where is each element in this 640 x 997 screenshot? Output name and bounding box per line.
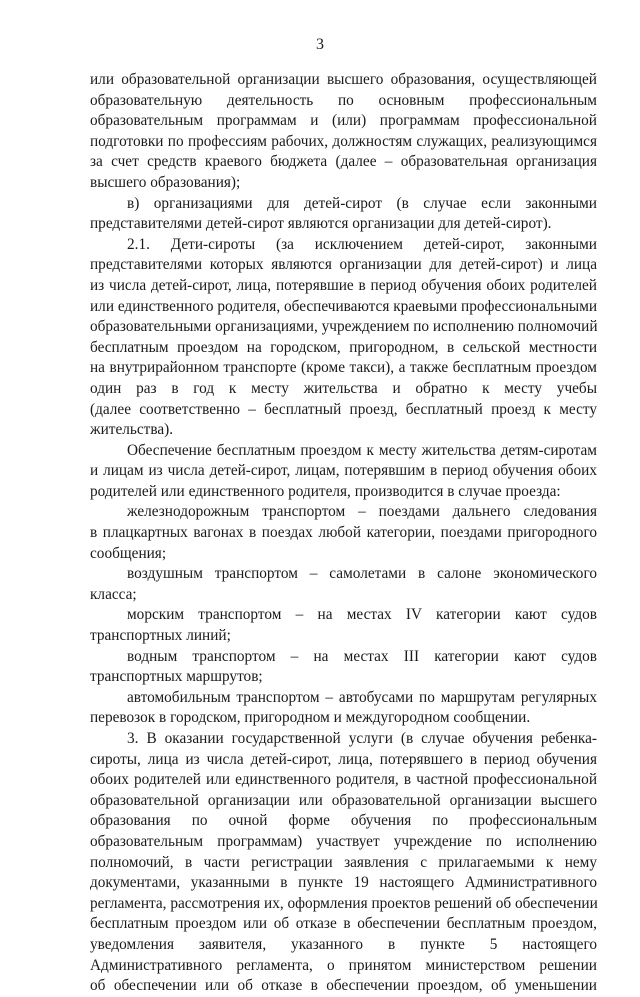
text-line: один раз в год к месту жительства и обратно к месту учебы <box>90 379 597 397</box>
text-line: образовательной организации или образовательной организации высшего <box>90 791 597 809</box>
text-line: морским транспортом – на местах IV категории кают судов <box>127 606 597 624</box>
text-line: на внутрирайонном транспорте (кроме такси), а также бесплатным проездом <box>90 359 597 377</box>
text-line: родителей или единственного родителя, производится в случае проезда: <box>90 482 561 500</box>
text-line: железнодорожным транспортом – поездами дальнего следования <box>127 503 597 521</box>
text-line: (далее соответственно – бесплатный проезд, бесплатный проезд к месту <box>90 400 597 418</box>
text-line: автомобильным транспортом – автобусами по маршрутам регулярных <box>127 688 597 706</box>
text-line: Обеспечение бесплатным проездом к месту жительства детям-сиротам <box>127 441 597 459</box>
text-line: образовательным программам) участвует учреждение по исполнению <box>90 832 597 850</box>
text-line: бесплатным проездом или об отказе в обеспечении бесплатным проездом, <box>90 915 597 933</box>
text-line: подготовки по профессиям рабочих, должностям служащих, реализующимся <box>90 132 597 150</box>
text-line: представителями которых являются организации для детей-сирот) и лица <box>90 256 597 274</box>
text-line: высшего образования); <box>90 173 241 191</box>
text-line: образования по очной форме обучения по профессиональным <box>90 812 597 830</box>
text-line: в плацкартных вагонах в поездах любой категории, поездами пригородного <box>90 524 597 542</box>
text-line: транспортных маршрутов; <box>90 668 263 686</box>
text-line: сообщения; <box>90 544 167 562</box>
text-line: перевозок в городском, пригородном и междугородном сообщении. <box>90 709 531 727</box>
text-line: за счет средств краевого бюджета (далее – образовательная организация <box>90 153 597 171</box>
text-line: или единственного родителя, обеспечиваются краевыми профессиональными <box>90 297 598 315</box>
text-line: представителями детей-сирот являются организации для детей-сирот). <box>90 215 552 233</box>
text-line: об обеспечении или об отказе в обеспечении проездом, об уменьшении <box>90 977 597 995</box>
text-line: из числа детей-сирот, лица, потерявшие в период обучения обоих родителей <box>90 276 597 294</box>
text-line: в) организациями для детей-сирот (в случае если законными <box>127 194 597 212</box>
text-line: уведомления заявителя, указанного в пункте 5 настоящего <box>90 935 597 953</box>
text-line: полномочий, в части регистрации заявления с прилагаемыми к нему <box>90 853 597 871</box>
page-number: 3 <box>316 36 324 53</box>
text-line: 3. В оказании государственной услуги (в случае обучения ребенка- <box>127 730 597 747</box>
text-line: обоих родителей или единственного родителя, в частной профессиональной <box>90 771 597 789</box>
text-line: образовательными организациями, учреждением по исполнению полномочий <box>90 318 598 336</box>
text-line: образовательным программам и (или) программам профессиональной <box>90 112 597 130</box>
text-line: водным транспортом – на местах III категории кают судов <box>127 647 597 665</box>
text-line: сироты, лица из числа детей-сирот, лица, потерявшего в период обучения <box>90 750 597 768</box>
text-line: транспортных линий; <box>90 627 231 645</box>
text-line: жительства). <box>90 421 174 439</box>
text-line: воздушным транспортом – самолетами в салоне экономического <box>127 565 597 583</box>
text-line: класса; <box>90 585 137 603</box>
text-line: или образовательной организации высшего образования, осуществляющей <box>90 71 597 88</box>
text-line: бесплатным проездом на городском, пригородном, в сельской местности <box>90 338 597 356</box>
text-line: регламента, рассмотрения их, оформления проектов решений об обеспечении <box>90 894 598 912</box>
text-line: 2.1. Дети-сироты (за исключением детей-сирот, законными <box>127 235 597 253</box>
text-line: документами, указанными в пункте 19 настоящего Административного <box>90 874 597 892</box>
body-text <box>90 70 597 997</box>
text-line: Административного регламента, о принятом министерством решении <box>90 956 597 974</box>
text-line: и лицам из числа детей-сирот, лицам, потерявшим в период обучения обоих <box>90 462 597 480</box>
text-line: образовательную деятельность по основным профессиональным <box>90 91 597 109</box>
